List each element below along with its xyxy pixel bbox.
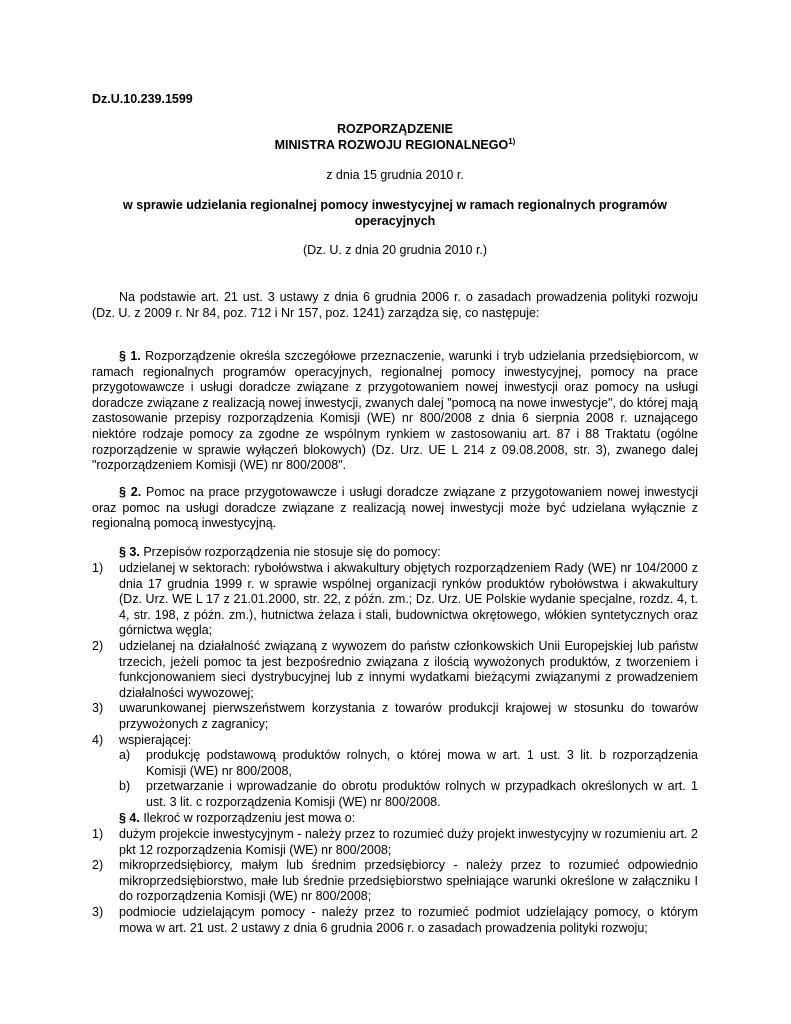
list-item-number: 1) [92,827,104,841]
list-item [92,701,698,732]
section-1 [92,349,698,474]
sublist-item [119,779,698,810]
list-item-text: udzielanej w sektorach: rybołówstwa i akwakultury objętych rozporządzeniem Rady (WE) nr 104/2000 z dnia 17 grudnia 1999 r. w sprawie wspólnej organizacji rynków produktów rybołówstwa i akwakultury (Dz. Urz. WE L 17 z 21.01.2000, str. 22, z późn. zm.; Dz. Urz. UE Polskie wydanie specjalne, rozdz. 4, t. 4, str. 198, z późn. zm.), hutnictwa żelaza i stali, budownictwa okrętowego, włókien syntetycznych oraz górnictwa węgla; [119,561,698,638]
doc-type-title: ROZPORZĄDZENIE [337,122,453,136]
list-item-number: 4) [92,732,104,747]
legal-basis-paragraph: Na podstawie art. 21 ust. 3 ustawy z dnia 6 grudnia 2006 r. o zasadach prowadzenia polityki rozwoju (Dz. U. z 2009 r. Nr 84, poz. 712 i Nr 157, poz. 1241) zarządza się, co następuje: [92,290,698,320]
list-item-text: udzielanej na działalność związaną z wywozem do państw członkowskich Unii Europejskiej lub państw trzecich, jeżeli pomoc ta jest bezpośrednio związana z ilością wywożonych produktów, z tworzeniem i funkcjonowaniem sieci dystrybucyjnej lub z innymi wydatkami bieżącymi związanymi z prowadzeniem działalności wywozowej; [119,638,698,700]
section-3-list [92,561,698,811]
section-3-text: Przepisów rozporządzenia nie stosuje się do pomocy: [139,545,441,559]
list-item-number: 3) [92,701,104,716]
journal-reference: Dz.U.10.239.1599 [92,92,193,106]
section-2-text: Pomoc na prace przygotowawcze i usługi doradcze związane z przygotowaniem nowej inwestycji oraz pomoc na usługi doradcze związane z realizacją nowej inwestycji może być udzielana wyłącznie z regionalną pomocą inwestycyjną. [92,485,698,531]
footnote-mark: 1) [508,137,516,146]
publication-info: (Dz. U. z dnia 20 grudnia 2010 r.) [302,243,488,257]
section-2-mark: § 2. [119,485,142,499]
list-item-number: 1) [92,561,104,575]
section-3-heading [119,545,441,561]
list-item-text: mikroprzedsiębiorcy, małym lub średnim przedsiębiorcy - należy przez to rozumieć odpowiednio mikroprzedsiębiorstwo, małe lub średnie przedsiębiorstwo spełniające warunki określone w załączniku I do rozporządzenia Komisji (WE) nr 800/2008; [119,858,698,904]
sublist-item-text: przetwarzanie i wprowadzanie do obrotu produktów rolnych w przypadkach określonych w art. 1 ust. 3 lit. c rozporządzenia Komisji (WE) nr 800/2008. [146,779,698,809]
section-3-mark: § 3. [119,545,140,559]
issue-date: z dnia 15 grudnia 2010 r. [326,168,464,182]
list-item-number: 2) [92,638,104,653]
section-4-list [92,827,698,936]
list-item-text: dużym projekcie inwestycyjnym - należy przez to rozumieć duży projekt inwestycyjny w rozumieniu art. 2 pkt 12 rozporządzenia Komisji (WE) nr 800/2008; [119,827,698,857]
list-item-text: podmiocie udzielającym pomocy - należy przez to rozumieć podmiot udzielający pomocy, o którym mowa w art. 21 ust. 2 ustawy z dnia 6 grudnia 2006 r. o zasadach prowadzenia polityki rozwoju; [119,904,698,935]
sublist-item-text: produkcję podstawową produktów rolnych, o której mowa w art. 1 ust. 3 lit. b rozporządzenia Komisji (WE) nr 800/2008, [146,748,698,778]
sublist-item-letter: a) [119,748,131,763]
section-4-mark: § 4. [119,811,140,825]
list-item-number: 2) [92,858,104,873]
issuer-title-text: MINISTRA ROZWOJU REGIONALNEGO [274,138,509,152]
section-3-sublist [119,748,698,810]
list-item-number: 3) [92,904,104,919]
section-1-mark: § 1. [119,349,141,363]
list-item [92,858,698,905]
list-item-text: wspierającej: [119,732,192,747]
sublist-item [119,748,698,779]
list-item [92,827,698,858]
list-item [92,905,698,936]
list-item [92,561,698,639]
issuer-title [92,138,698,154]
list-item [92,733,698,811]
section-2 [92,485,698,532]
sublist-item-letter: b) [119,779,131,794]
list-item-text: uwarunkowanej pierwszeństwem korzystania z towarów produkcji krajowej w stosunku do towarów przywożonych z zagranicy; [119,701,698,731]
subject-title: w sprawie udzielania regionalnej pomocy inwestycyjnej w ramach regionalnych programów operacyjnych [123,198,667,228]
section-4-text: Ilekroć w rozporządzeniu jest mowa o: [139,811,356,825]
section-1-text: Rozporządzenie określa szczegółowe przeznaczenie, warunki i tryb udzielania przedsiębiorcom, w ramach regionalnych programów operacyjnych, regionalnej pomocy inwestycyjnej, pomocy na prace przygotowawcze i usługi doradcze związane z przygotowaniem nowej inwestycji oraz pomocy na usługi doradcze związane z realizacją nowej inwestycji, zwanych dalej "pomocą na nowe inwestycje", do której mają zastosowanie przepisy rozporządzenia Komisji (WE) nr 800/2008 z dnia 6 sierpnia 2008 r. uznającego niektóre rodzaje pomocy za zgodne ze wspólnym rynkiem w zastosowaniu art. 87 i 88 Traktatu (ogólne rozporządzenie w sprawie wyłączeń blokowych) (Dz. Urz. UE L 214 z 09.08.2008, str. 3), zwanego dalej "rozporządzeniem Komisji (WE) nr 800/2008". [92,349,698,473]
list-item [92,639,698,701]
section-4-heading [119,811,355,827]
